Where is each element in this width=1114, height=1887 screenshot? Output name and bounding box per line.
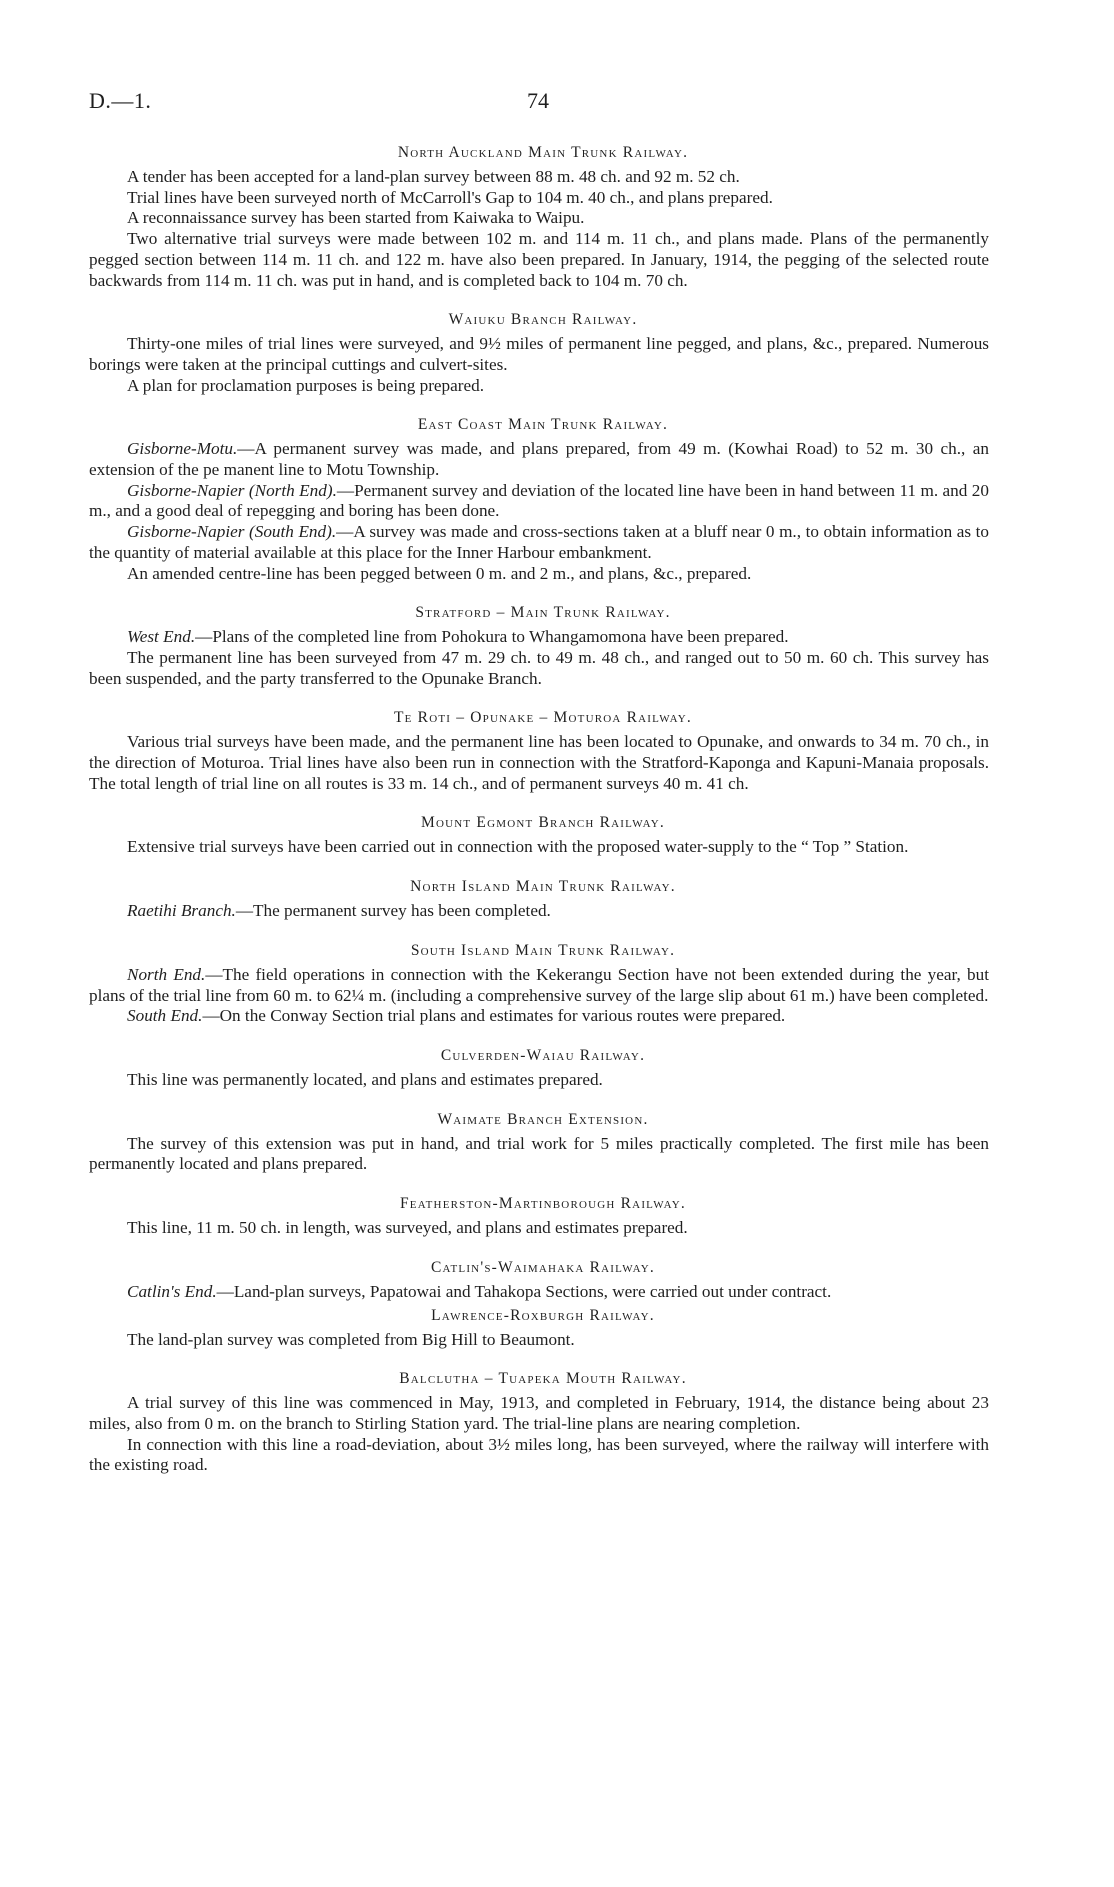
paragraph-text: A trial survey of this line was commenced in May, 1913, and completed in February, 1914, the distance being about 23 miles, also from 0 m. on the branch to Stirling Station yard. The trial-line plans are nearing completion. — [89, 1393, 989, 1433]
section-spacer — [89, 1350, 989, 1369]
paragraph-text: An amended centre-line has been pegged between 0 m. and 2 m., and plans, &c., prepared. — [127, 563, 752, 583]
paragraph-text: —A survey was made and cross-sections taken at a bluff near 0 m., to obtain information as to the quantity of material available at this place for the Inner Harbour embankment. — [89, 522, 989, 562]
page-number: 74 — [527, 88, 549, 113]
section-heading: Lawrence-Roxburgh Railway. — [431, 1306, 655, 1324]
paragraph-text: Trial lines have been surveyed north of McCarroll's Gap to 104 m. 40 ch., and plans prepared. — [127, 187, 773, 207]
report-section — [89, 415, 989, 584]
section-paragraph — [89, 564, 989, 585]
section-heading: Te Roti – Opunake – Moturoa Railway. — [394, 709, 692, 727]
paragraph-text: —The field operations in connection with the Kekerangu Section have not been extended during the year, but plans of the trial line from 60 m. to 62¼ m. (including a comprehensive survey of the large slip about 61 m.) have been completed. — [89, 964, 989, 1005]
section-paragraph — [89, 334, 989, 375]
paragraph-text: Two alternative trial surveys were made between 102 m. and 114 m. 11 ch., and plans made. Plans of the permanently pegged section between 114 m. 11 ch. and 122 m. have also been prepared. In January, 1914, the pegging of the selected route backwards from 114 m. 11 ch. was put in hand, and is completed back to 104 m. 70 ch. — [89, 229, 989, 290]
report-section — [89, 1369, 989, 1476]
paragraph-text: Extensive trial surveys have been carried out in connection with the proposed water-supply to the “ Top ” Station. — [127, 837, 909, 857]
section-paragraph — [89, 1393, 989, 1434]
report-section — [89, 603, 989, 689]
paragraph-text: A tender has been accepted for a land-plan survey between 88 m. 48 ch. and 92 m. 52 ch. — [127, 167, 740, 186]
section-spacer — [89, 1027, 989, 1046]
report-section — [89, 1046, 989, 1091]
section-heading: Waimate Branch Extension. — [437, 1110, 649, 1128]
paragraph-text: —Permanent survey and deviation of the located line have been in hand between 11 m. and 20 m., and a good deal of repegging and boring has been done. — [89, 480, 989, 521]
section-heading: Featherston-Martinborough Railway. — [399, 1195, 687, 1213]
section-paragraph — [89, 1435, 989, 1476]
paragraph-text: Various trial surveys have been made, and the permanent line has been located to Opunake, and onwards to 34 m. 70 ch., in the direction of Moturoa. Trial lines have also been run in connection with the Stratford-Kaponga and Kapuni-Manaia proposals. The total length of trial line on all routes is 33 m. 14 ch., and of permanent surveys 40 m. 41 ch. — [89, 732, 989, 793]
section-paragraph — [89, 1330, 989, 1351]
section-paragraph — [89, 1134, 989, 1175]
paragraph-text: This line was permanently located, and plans and estimates prepared. — [127, 1069, 603, 1089]
paragraph-lead-in: Catlin's End. — [127, 1281, 217, 1301]
section-paragraph — [89, 481, 989, 522]
report-section — [89, 1258, 989, 1303]
section-spacer — [89, 1175, 989, 1194]
section-spacer — [89, 1091, 989, 1110]
section-paragraph — [89, 188, 989, 209]
section-paragraph — [89, 837, 989, 858]
section-paragraph — [89, 732, 989, 794]
section-heading: North Auckland Main Trunk Railway. — [397, 144, 689, 161]
paragraph-text: The permanent line has been surveyed from 47 m. 29 ch. to 49 m. 48 ch., and ranged out to 50 m. 60 ch. This survey has been suspended, and the party transferred to the Opunake Branch. — [89, 647, 989, 688]
paragraph-lead-in: West End. — [127, 627, 196, 647]
section-heading: Culverden-Waiau Railway. — [440, 1046, 646, 1064]
section-spacer — [89, 794, 989, 813]
report-section — [89, 941, 989, 1027]
paragraph-text: —On the Conway Section trial plans and estimates for various routes were prepared. — [202, 1006, 786, 1026]
section-spacer — [89, 1239, 989, 1258]
section-paragraph — [89, 522, 989, 563]
report-section — [89, 1194, 989, 1239]
report-section — [89, 877, 989, 922]
section-paragraph — [89, 439, 989, 480]
paragraph-lead-in: Raetihi Branch. — [127, 901, 236, 921]
report-section — [89, 1306, 989, 1351]
paragraph-lead-in: Gisborne-Napier (South End). — [127, 522, 337, 542]
section-heading: Balclutha – Tuapeka Mouth Railway. — [399, 1370, 687, 1388]
section-spacer — [89, 584, 989, 603]
section-paragraph — [89, 627, 989, 648]
report-section — [89, 310, 989, 396]
report-section — [89, 708, 989, 794]
section-paragraph — [89, 901, 989, 922]
paragraph-text: —Plans of the completed line from Pohokura to Whangamomona have been prepared. — [195, 627, 789, 647]
paragraph-text: This line, 11 m. 50 ch. in length, was surveyed, and plans and estimates prepared. — [127, 1218, 688, 1238]
paragraph-text: A plan for proclamation purposes is being prepared. — [127, 375, 485, 395]
paragraph-text: The land-plan survey was completed from Big Hill to Beaumont. — [127, 1329, 575, 1349]
section-heading: Mount Egmont Branch Railway. — [421, 814, 665, 832]
section-heading: Catlin's-Waimahaka Railway. — [431, 1258, 655, 1276]
section-spacer — [89, 396, 989, 415]
section-heading: South Island Main Trunk Railway. — [410, 941, 676, 959]
paragraph-lead-in: South End. — [127, 1006, 203, 1026]
section-heading: Waiuku Branch Railway. — [448, 311, 638, 329]
section-paragraph — [89, 1282, 989, 1303]
report-body — [89, 143, 989, 1476]
paragraph-text: A reconnaissance survey has been started from Kaiwaka to Waipu. — [127, 208, 585, 228]
section-heading: East Coast Main Trunk Railway. — [417, 416, 669, 434]
paragraph-text: —A permanent survey was made, and plans prepared, from 49 m. (Kowhai Road) to 52 m. 30 ch., an extension of the pe manent line to Motu Township. — [89, 439, 989, 480]
paragraph-text: —The permanent survey has been completed. — [235, 901, 551, 921]
section-paragraph — [89, 1218, 989, 1239]
section-paragraph — [89, 208, 989, 229]
section-heading: North Island Main Trunk Railway. — [410, 878, 676, 896]
section-paragraph — [89, 1070, 989, 1091]
paragraph-text: —Land-plan surveys, Papatowai and Tahakopa Sections, were carried out under contract. — [216, 1281, 832, 1301]
section-spacer — [89, 858, 989, 877]
section-paragraph — [89, 167, 989, 188]
paragraph-lead-in: North End. — [127, 964, 206, 984]
section-spacer — [89, 291, 989, 310]
section-heading: Stratford – Main Trunk Railway. — [415, 604, 671, 622]
report-section — [89, 143, 989, 291]
paragraph-text: In connection with this line a road-deviation, about 3½ miles long, has been surveyed, where the railway will interfere with the existing road. — [89, 1434, 989, 1475]
section-paragraph — [89, 229, 989, 291]
section-spacer — [89, 922, 989, 941]
report-section — [89, 1110, 989, 1175]
paragraph-text: Thirty-one miles of trial lines were surveyed, and 9½ miles of permanent line pegged, and plans, &c., prepared. Numerous borings were taken at the principal cuttings and culvert-sites. — [89, 334, 989, 374]
document-reference: D.—1. — [89, 88, 152, 113]
section-spacer — [89, 689, 989, 708]
report-section — [89, 813, 989, 858]
paragraph-lead-in: Gisborne-Napier (North End). — [127, 480, 337, 500]
paragraph-lead-in: Gisborne-Motu. — [127, 439, 238, 459]
section-paragraph — [89, 376, 989, 397]
section-paragraph — [89, 1006, 989, 1027]
paragraph-text: The survey of this extension was put in hand, and trial work for 5 miles practically completed. The first mile has been permanently located and plans prepared. — [89, 1133, 989, 1174]
section-paragraph — [89, 965, 989, 1006]
section-paragraph — [89, 648, 989, 689]
